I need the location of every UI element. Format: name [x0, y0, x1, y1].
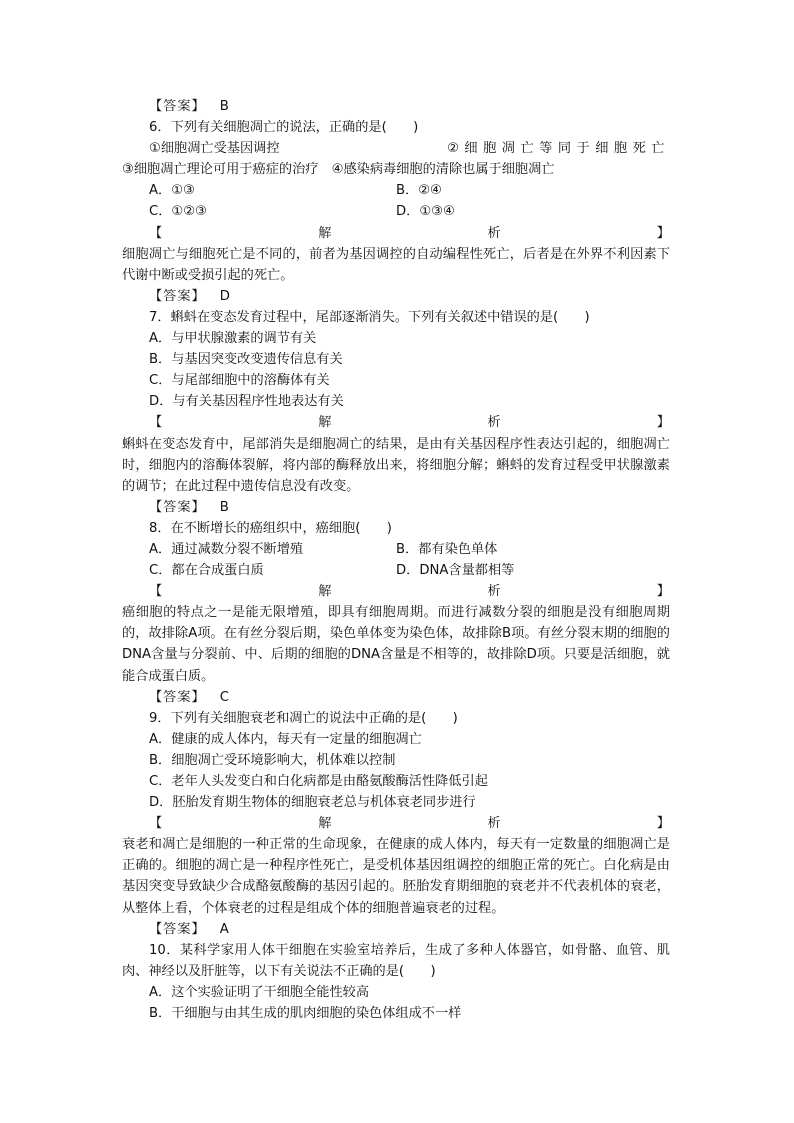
question-9-stem: 9．下列有关细胞衰老和凋亡的说法中正确的是( ): [149, 710, 458, 726]
choice-c: C．与尾部细胞中的溶酶体有关: [149, 373, 330, 389]
bracket-right: 】: [656, 584, 670, 600]
heading-char-2: 析: [487, 816, 501, 832]
question-7-explanation: 蝌蚪在变态发育中，尾部消失是细胞凋亡的结果，是由有关基因程序性表达引起的，细胞凋亡时，细胞内的溶酶体裂解，将内部的酶释放出来，将细胞分解；蝌蚪的发育过程受甲状腺激素的调节；在此过程中遗传信息没有改变。: [122, 436, 670, 494]
question-6-choices-cd: [122, 201, 670, 222]
question-6-choices-ab: [122, 180, 670, 201]
question-9-answer: [122, 919, 670, 940]
question-8-choices-ab: [122, 539, 670, 560]
choice-d: D．胚胎发育期生物体的细胞衰老总与机体衰老同步进行: [149, 795, 476, 811]
question-6-options-line2: ③细胞凋亡理论可用于癌症的治疗 ④感染病毒细胞的清除也属于细胞凋亡: [122, 162, 555, 178]
option-1: ①细胞凋亡受基因调控: [149, 141, 280, 157]
explanation-heading: [122, 223, 670, 244]
answer-label: 【答案】: [149, 288, 206, 304]
answer-value: B: [219, 499, 229, 515]
answer-label: 【答案】: [149, 921, 206, 937]
heading-char-1: 解: [318, 225, 332, 241]
bracket-left: 【: [149, 816, 163, 832]
bracket-left: 【: [149, 584, 163, 600]
question-6-stem: 6．下列有关细胞凋亡的说法，正确的是( ): [149, 120, 419, 136]
heading-char-1: 解: [318, 415, 332, 431]
answer-value: D: [219, 288, 230, 304]
explanation-heading: [122, 813, 670, 834]
question-9-explanation: 衰老和凋亡是细胞的一种正常的生命现象，在健康的成人体内，每天有一定数量的细胞凋亡是正确的。细胞的凋亡是一种程序性死亡，是受机体基因组调控的细胞正常的死亡。白化病是由基因突变导致缺少合成酪氨酸酶的基因引起的。胚胎发育期细胞的衰老并不代表机体的衰老，从整体上看，个体衰老的过程是组成个体的细胞普遍衰老的过程。: [122, 837, 670, 916]
choice-a: A．①③: [149, 183, 195, 199]
bracket-right: 】: [656, 415, 670, 431]
answer-label: 【答案】: [149, 99, 206, 114]
explanation-heading: [122, 412, 670, 433]
question-8-stem: 8．在不断增长的癌组织中，癌细胞( ): [149, 520, 392, 536]
question-6-explanation: 细胞凋亡与细胞死亡是不同的，前者为基因调控的自动编程性死亡，后者是在外界不利因素下代谢中断或受损引起的死亡。: [122, 246, 670, 283]
prev-answer: [122, 96, 670, 117]
document-page: [122, 96, 670, 1024]
question-8-choices-cd: [122, 560, 670, 581]
choice-c: C．老年人头发变白和白化病都是由酪氨酸酶活性降低引起: [149, 774, 488, 789]
heading-char-2: 析: [487, 225, 501, 241]
heading-char-2: 析: [487, 584, 501, 600]
choice-c: C．都在合成蛋白质: [149, 563, 264, 579]
choice-b: B．②④: [396, 183, 442, 199]
choice-b: B．干细胞与由其生成的肌肉细胞的染色体组成不一样: [149, 1006, 462, 1022]
choice-b: B．都有染色单体: [396, 541, 498, 557]
answer-label: 【答案】: [149, 499, 206, 515]
option-2: ②细胞凋亡等同于细胞死亡: [447, 141, 670, 157]
bracket-right: 】: [656, 816, 670, 832]
bracket-left: 【: [149, 415, 163, 431]
question-7-stem: 7．蝌蚪在变态发育过程中，尾部逐渐消失。下列有关叙述中错误的是( ): [149, 309, 590, 325]
bracket-right: 】: [656, 225, 670, 241]
choice-a: A．通过减数分裂不断增殖: [149, 541, 304, 557]
answer-value: A: [219, 921, 229, 937]
choice-a: A．与甲状腺激素的调节有关: [149, 331, 317, 347]
answer-value: C: [219, 689, 229, 705]
heading-char-1: 解: [318, 816, 332, 832]
choice-d: D．①③④: [396, 204, 455, 220]
explanation-heading: [122, 581, 670, 602]
question-6-options-line1: [122, 138, 670, 159]
choice-b: B．与基因突变改变遗传信息有关: [149, 352, 343, 368]
bracket-left: 【: [149, 225, 163, 241]
answer-value: B: [219, 99, 229, 114]
choice-a: A．健康的成人体内，每天有一定量的细胞凋亡: [149, 731, 422, 747]
question-10-stem: 10．某科学家用人体干细胞在实验室培养后，生成了多种人体器官，如骨骼、血管、肌肉、神经以及肝脏等，以下有关说法不正确的是( ): [122, 942, 670, 979]
heading-char-1: 解: [318, 584, 332, 600]
choice-a: A．这个实验证明了干细胞全能性较高: [149, 984, 370, 1000]
choice-c: C．①②③: [149, 204, 207, 220]
answer-label: 【答案】: [149, 689, 206, 705]
heading-char-2: 析: [487, 415, 501, 431]
choice-b: B．细胞凋亡受环境影响大，机体难以控制: [149, 752, 396, 768]
question-8-answer: [122, 687, 670, 708]
choice-d: D．与有关基因程序性地表达有关: [149, 394, 344, 410]
question-7-answer: [122, 497, 670, 518]
choice-d: D．DNA含量都相等: [396, 563, 515, 579]
question-8-explanation: 癌细胞的特点之一是能无限增殖，即具有细胞周期。而进行减数分裂的细胞是没有细胞周期的，故排除A项。在有丝分裂后期，染色单体变为染色体，故排除B项。有丝分裂末期的细胞的DNA含量与分裂前、中、后期的细胞的DNA含量是不相等的，故排除D项。只要是活细胞，就能合成蛋白质。: [122, 605, 670, 684]
question-6-answer: [122, 286, 670, 307]
